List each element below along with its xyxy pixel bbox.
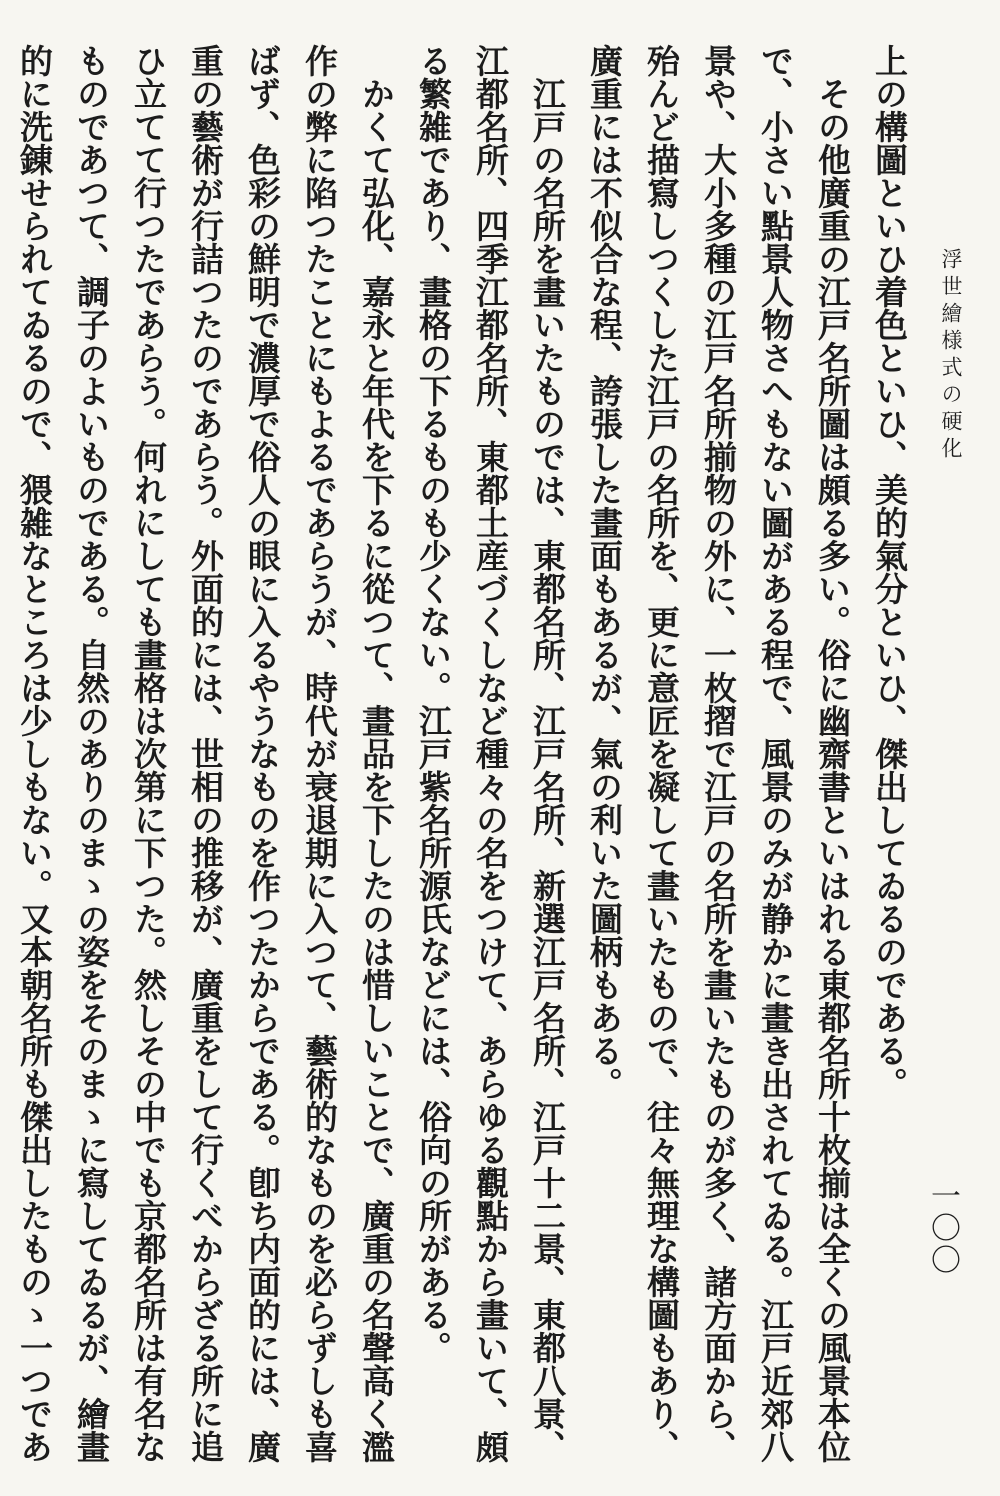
paragraph-continuation: 上の構圖といひ着色といひ、美的氣分といひ、傑出してゐるのである。: [870, 44, 909, 1100]
paragraph: かくて弘化、嘉永と年代を下るに從つて、畫品を下したのは惜しいことで、廣重の名聲高く濫作の弊に陷つたことにもよるであらうが、時代が衰退期に入つて、藝術的なものを必らずしも喜ばず、色彩の鮮明で濃厚で俗人の眼に入るやうなものを作つたからである。卽ち内面的には、廣重の藝術が行詰つたのであらう。外面的には、世相の推移が、廣重をして行くべからざる所に追ひ立てて行つたであらう。何れにしても畫格は次第に下つた。然しその中でも京都名所は有名なものであつて、調子のよいものである。自然のありのまゝの姿をそのまゝに寫してゐるが、繪畫的に洗錬せられてゐるので、猥雑なところは少しもない。又本朝名所も傑出したものゝ一つであ: [15, 44, 396, 1463]
paragraph: 江戸の名所を畫いたものでは、東都名所、江戸名所、新選江戸名所、江戸十二景、東都八景、江都名所、四季江都名所、東都土産づくしなど種々の名をつけて、あらゆる觀點から畫いて、頗る繁雑であり、畫格の下るものも少くない。江戸紫名所源氏などには、俗向の所がある。: [414, 44, 567, 1463]
running-head: 浮世繪様式の硬化: [939, 248, 963, 464]
page-number: 一〇〇: [925, 1180, 960, 1276]
body-text: [15, 44, 918, 1464]
paragraph: その他廣重の江戸名所圖は頗る多い。俗に幽齋書といはれる東都名所十枚揃は全くの風景本位で、小さい點景人物さへもない圖がある程で、風景のみが静かに畫き出されてゐる。江戸近郊八景や、大小多種の江戸名所揃物の外に、一枚摺で江戸の名所を畫いたものが多く、諸方面から、殆んど描寫しつくした江戸の名所を、更に意匠を凝して畫いたもので、往々無理な構圖もあり、廣重には不似合な程、誇張した畫面もあるが、氣の利いた圖柄もある。: [585, 44, 852, 1463]
